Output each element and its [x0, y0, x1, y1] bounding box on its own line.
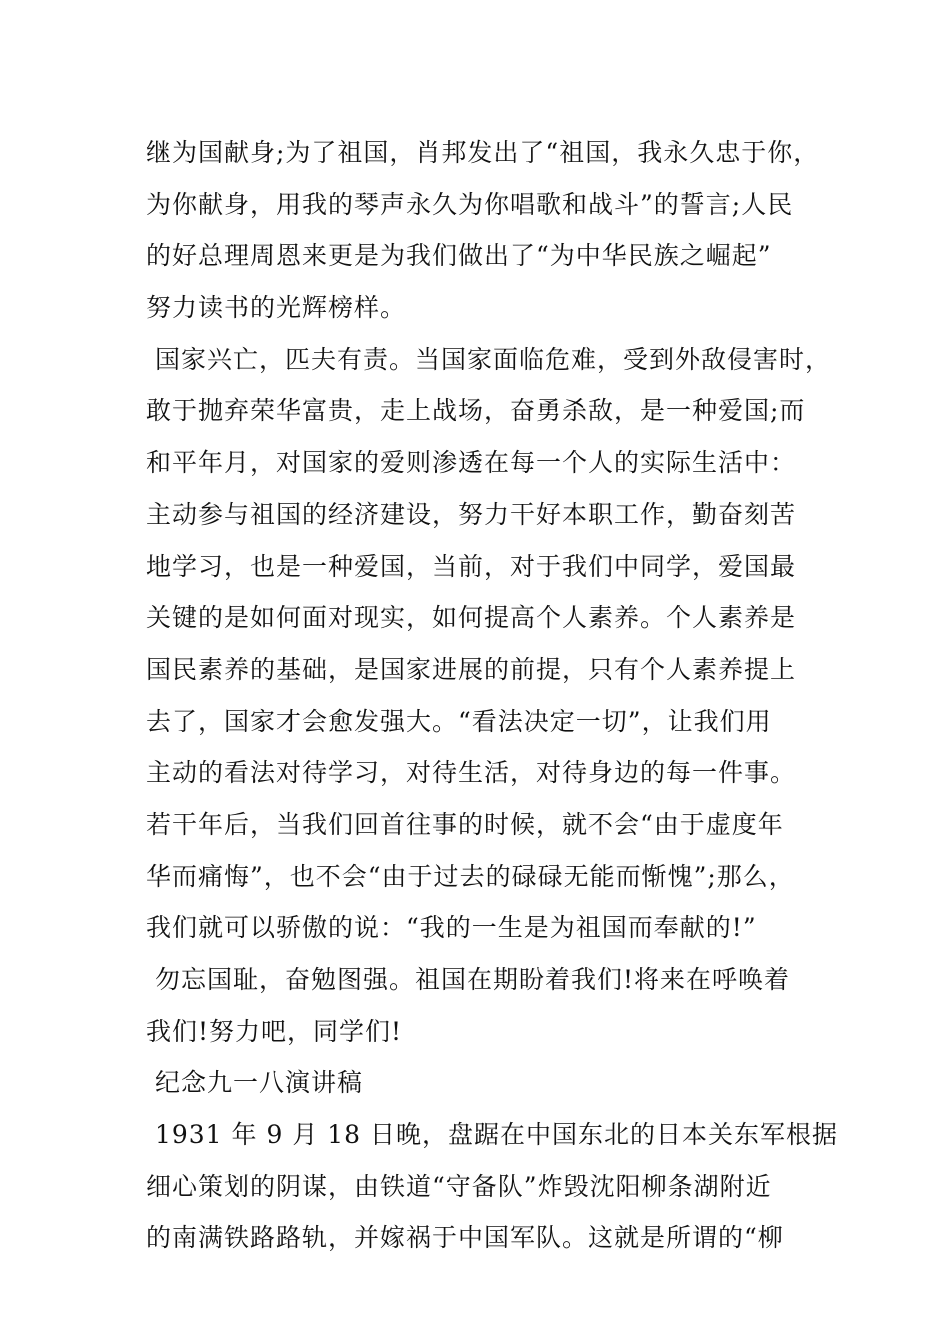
text-line: 勿忘国耻，奋勉图强。祖国在期盼着我们!将来在呼唤着 [146, 965, 790, 994]
text-line: 细心策划的阴谋，由铁道“守备队”炸毁沈阳柳条湖附近 [146, 1171, 772, 1201]
text-line: 继为国献身;为了祖国，肖邦发出了“祖国，我永久忠于你， [146, 138, 820, 167]
text-line: 我们!努力吧，同学们! [146, 1016, 403, 1046]
text-line: 华而痛悔”，也不会“由于过去的碌碌无能而惭愧”;那么， [146, 861, 795, 891]
text-line: 努力读书的光辉榜样。 [146, 293, 407, 323]
text-line: 主动的看法对待学习，对待生活，对待身边的每一件事。 [146, 758, 797, 788]
section-heading: 纪念九一八演讲稿 [146, 1068, 363, 1098]
text-line: 国家兴亡，匹夫有责。当国家面临危难，受到外敌侵害时， [146, 344, 831, 374]
text-line: 关键的是如何面对现实，如何提高个人素养。个人素养是 [146, 603, 797, 633]
text-line: 和平年月，对国家的爱则渗透在每一个人的实际生活中： [146, 448, 797, 478]
text-line: 的好总理周恩来更是为我们做出了“为中华民族之崛起” [146, 241, 772, 271]
text-line: 敢于抛弃荣华富贵，走上战场，奋勇杀敌，是一种爱国;而 [146, 396, 806, 426]
text-line: 我们就可以骄傲的说：“我的一生是为祖国而奉献的!” [146, 913, 757, 943]
text-line: 国民素养的基础，是国家进展的前提，只有个人素养提上 [146, 654, 797, 684]
text-line: 去了，国家才会愈发强大。“看法决定一切”，让我们用 [146, 706, 772, 736]
text-line: 1931 年 9 月 18 日晚，盘踞在中国东北的日本关东军根据 [146, 1120, 839, 1150]
text-line: 若干年后，当我们回首往事的时候，就不会“由于虚度年 [146, 809, 784, 839]
text-line: 为你献身，用我的琴声永久为你唱歌和战斗”的誓言;人民 [146, 189, 794, 219]
text-line: 的南满铁路路轨，并嫁祸于中国军队。这就是所谓的“柳 [146, 1223, 784, 1253]
body-text [146, 127, 839, 1264]
text-line: 地学习，也是一种爱国，当前，对于我们中同学，爱国最 [146, 551, 797, 581]
text-line: 主动参与祖国的经济建设，努力干好本职工作，勤奋刻苦 [146, 499, 797, 529]
